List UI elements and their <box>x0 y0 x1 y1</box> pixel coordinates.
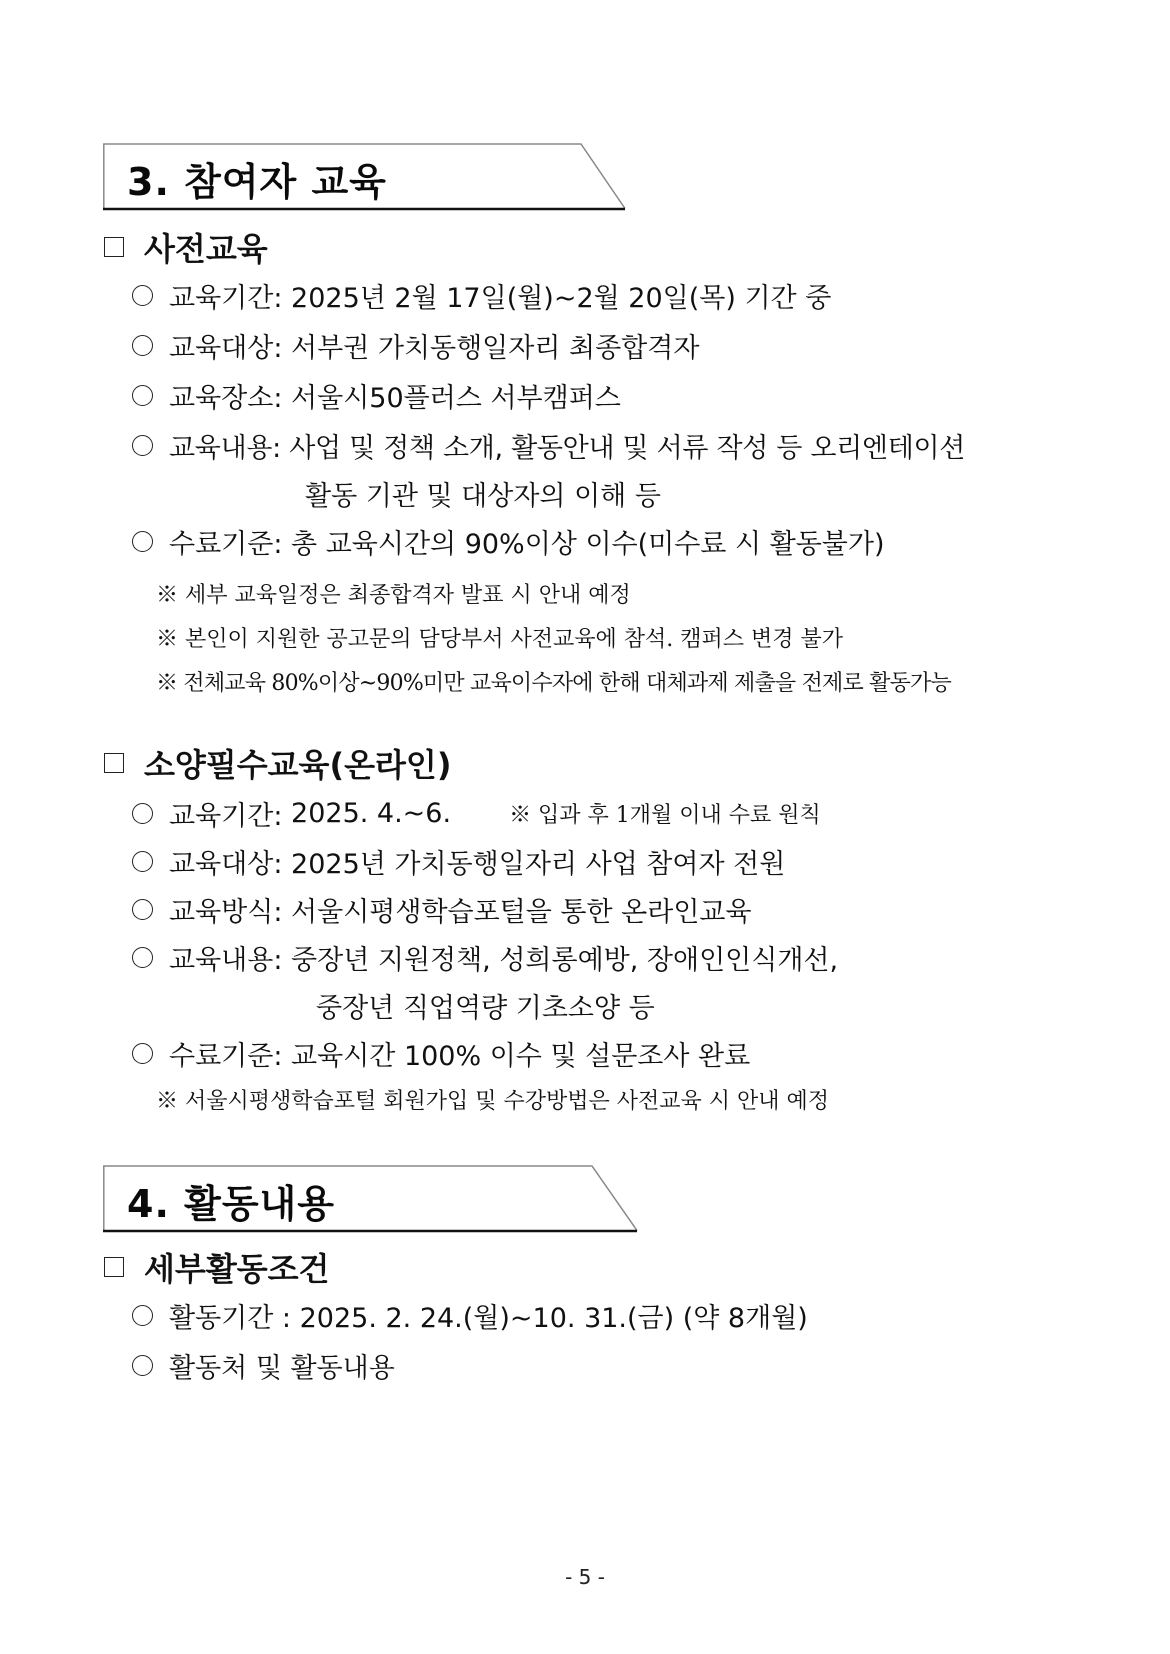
circle-bullet-icon <box>132 851 153 872</box>
list-item <box>132 376 621 415</box>
circle-bullet-icon <box>132 435 153 456</box>
item-text: 2025년 2월 17일(월)~2월 20일(목) 기간 중 <box>291 283 832 314</box>
item-text: 서울시평생학습포털을 통한 온라인교육 <box>291 897 752 928</box>
item-text: 2025년 가치동행일자리 사업 참여자 전원 <box>291 849 786 880</box>
circle-bullet-icon <box>132 1043 153 1064</box>
item-text: 서부권 가치동행일자리 최종합격자 <box>291 333 700 364</box>
item-label: 교육내용: <box>169 945 283 976</box>
item-label: 교육대상: <box>169 849 283 880</box>
circle-bullet-icon <box>132 335 153 356</box>
circle-bullet-icon <box>132 803 153 824</box>
inline-note: ※ 입과 후 1개월 이내 수료 원칙 <box>509 803 821 828</box>
circle-bullet-icon <box>132 1305 153 1326</box>
list-item <box>132 1296 808 1335</box>
note: ※ 전체교육 80%이상~90%미만 교육이수자에 한해 대체과제 제출을 전제로 활동가능 <box>156 671 951 696</box>
circle-bullet-icon <box>132 285 153 306</box>
item-label: 교육장소: <box>169 383 283 414</box>
item-text: 2025. 4.~6. <box>291 798 452 829</box>
item-label: 수료기준: <box>169 1041 283 1072</box>
subheading-text: 사전교육 <box>144 230 268 268</box>
circle-bullet-icon <box>132 899 153 920</box>
item-text: 사업 및 정책 소개, 활동안내 및 서류 작성 등 오리엔테이션 <box>289 433 966 464</box>
square-bullet-icon <box>104 1257 124 1277</box>
circle-bullet-icon <box>132 947 153 968</box>
item-label: 교육방식: <box>169 897 283 928</box>
square-bullet-icon <box>104 237 124 257</box>
item-continuation: 활동 기관 및 대상자의 이해 등 <box>305 481 661 512</box>
circle-bullet-icon <box>132 385 153 406</box>
subheading-pre-education <box>104 224 268 270</box>
subheading-text: 소양필수교육(온라인) <box>144 746 452 784</box>
subheading-text: 세부활동조건 <box>144 1250 330 1288</box>
section-title: 4. 활동내용 <box>127 1182 335 1226</box>
section-title: 3. 참여자 교육 <box>127 160 387 204</box>
page-number: - 5 - <box>565 1565 605 1589</box>
item-text: 서울시50플러스 서부캠퍼스 <box>291 383 621 414</box>
circle-bullet-icon <box>132 531 153 552</box>
list-item <box>132 326 699 365</box>
list-item <box>132 890 752 929</box>
list-item <box>132 426 965 465</box>
item-text: 2025. 2. 24.(월)~10. 31.(금) (약 8개월) <box>299 1303 808 1334</box>
subheading-activity-conditions <box>104 1244 329 1290</box>
item-label: 교육내용: <box>169 433 281 464</box>
section-3-header <box>103 143 633 213</box>
note: ※ 세부 교육일정은 최종합격자 발표 시 안내 예정 <box>156 583 631 608</box>
item-text: 총 교육시간의 90%이상 이수(미수료 시 활동불가) <box>291 529 885 560</box>
list-item <box>132 1346 395 1385</box>
section-4-header <box>103 1165 643 1235</box>
item-label: 교육기간: <box>169 801 283 832</box>
list-item <box>132 1034 750 1073</box>
list-item <box>132 938 838 977</box>
list-item <box>132 522 885 561</box>
note: ※ 본인이 지원한 공고문의 담당부서 사전교육에 참석. 캠퍼스 변경 불가 <box>156 627 843 652</box>
circle-bullet-icon <box>132 1355 153 1376</box>
list-item <box>132 842 785 881</box>
note: ※ 서울시평생학습포털 회원가입 및 수강방법은 사전교육 시 안내 예정 <box>156 1089 830 1114</box>
item-label: 수료기준: <box>169 529 283 560</box>
item-continuation: 중장년 직업역량 기초소양 등 <box>316 993 655 1024</box>
item-text: 중장년 지원정책, 성희롱예방, 장애인인식개선, <box>291 945 839 976</box>
item-text: 교육시간 100% 이수 및 설문조사 완료 <box>291 1041 751 1072</box>
item-label: 교육기간: <box>169 283 283 314</box>
list-item <box>132 276 831 315</box>
subheading-online-education <box>104 740 451 786</box>
list-item <box>132 794 821 833</box>
square-bullet-icon <box>104 753 124 773</box>
item-label: 활동처 및 활동내용 <box>169 1353 395 1384</box>
item-label: 교육대상: <box>169 333 283 364</box>
item-label: 활동기간 : <box>169 1303 292 1334</box>
